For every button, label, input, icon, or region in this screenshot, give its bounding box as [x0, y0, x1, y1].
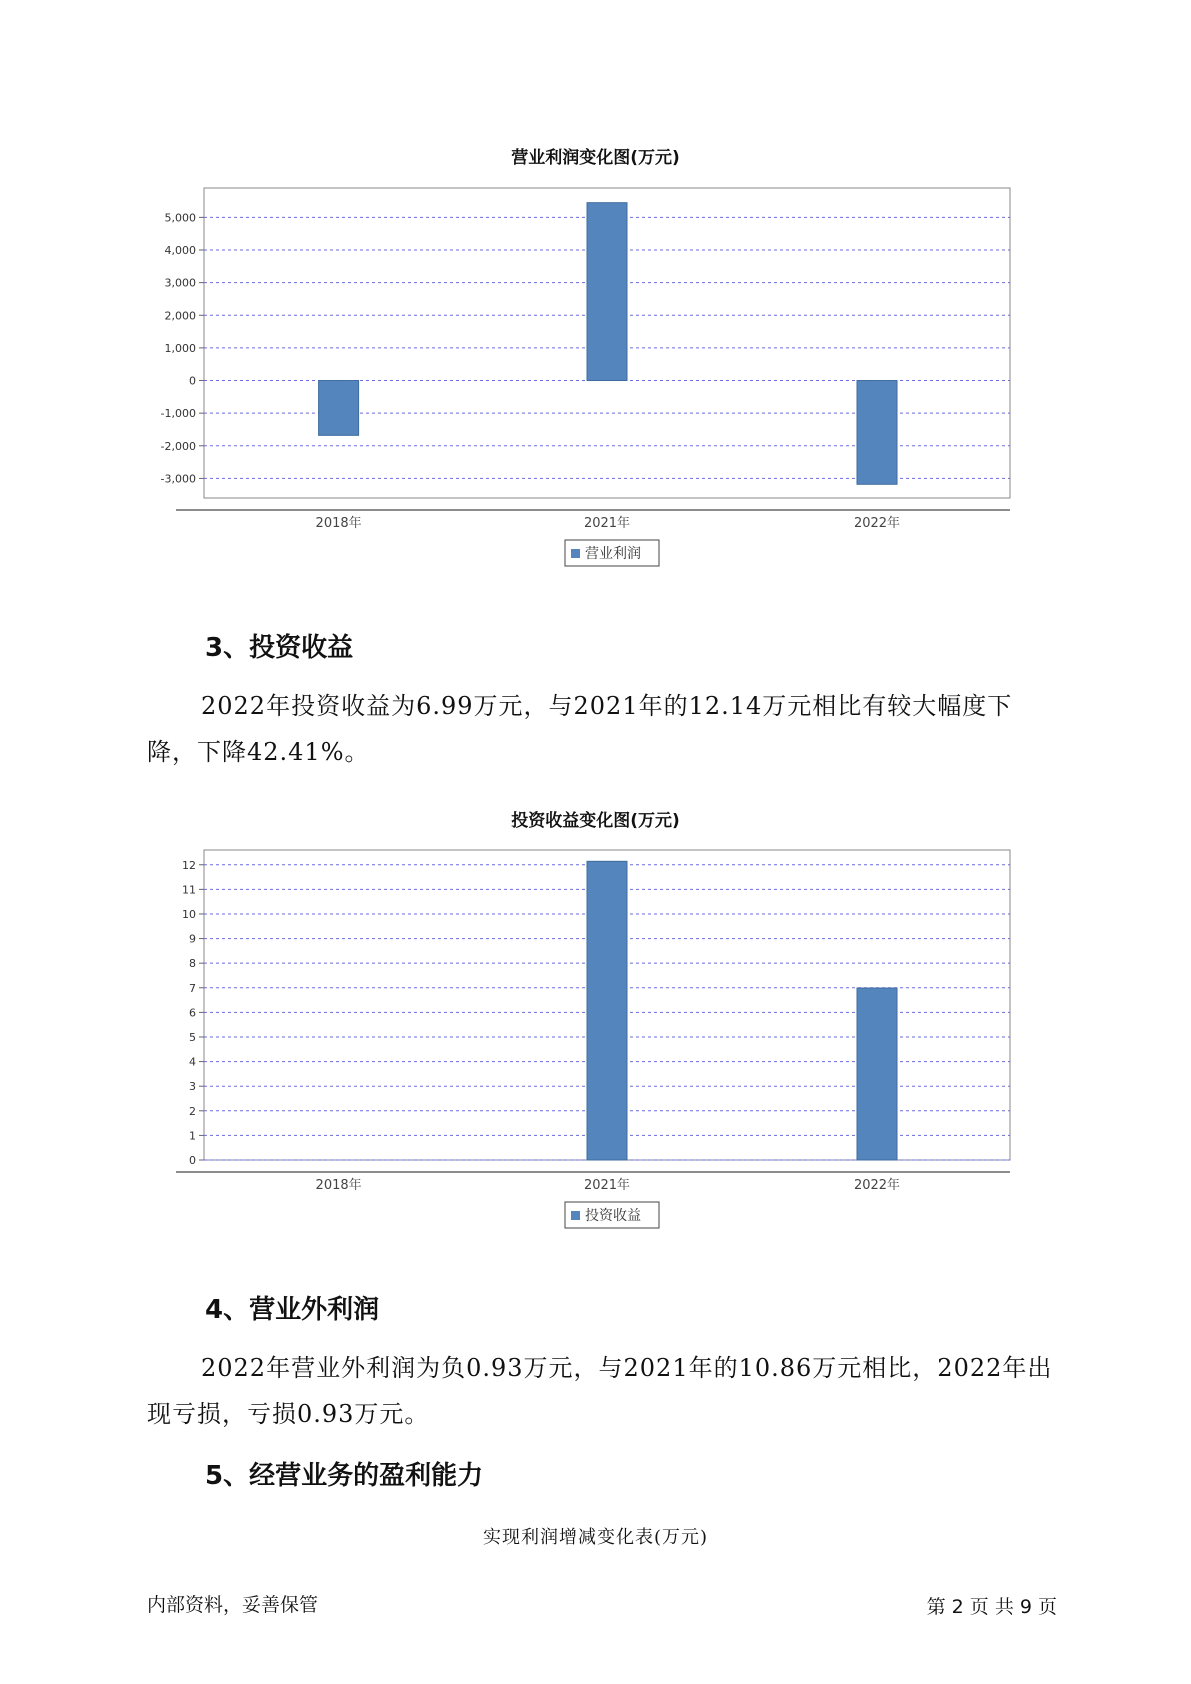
y-tick-label: 0: [189, 374, 196, 388]
legend-swatch: [571, 1211, 580, 1220]
footer-confidential-note: 内部资料，妥善保管: [147, 1594, 319, 1616]
footer-page-number: 第 2 页 共 9 页: [926, 1596, 1057, 1618]
y-tick-label: 4: [189, 1055, 196, 1069]
x-tick-label: 2022年: [853, 1178, 901, 1193]
chart-1-title: 营业利润变化图(万元): [511, 148, 680, 168]
operating-profit-chart: [150, 180, 1030, 600]
x-tick-label: 2021年: [583, 516, 631, 531]
x-tick-label: 2022年: [853, 516, 901, 531]
y-tick-label: 8: [189, 957, 196, 971]
bar-2022年: [857, 381, 897, 485]
section-4-paragraph: 2022年营业外利润为负0.93万元，与2021年的10.86万元相比，2022年出现亏损，亏损0.93万元。: [147, 1354, 1053, 1428]
y-tick-label: 3,000: [164, 276, 196, 290]
y-tick-label: 0: [189, 1154, 196, 1167]
y-tick-label: 1: [189, 1129, 196, 1143]
y-tick-label: 1,000: [164, 341, 196, 355]
y-tick-label: -3,000: [160, 472, 196, 486]
bar-2021年: [587, 203, 627, 381]
y-tick-label: 11: [182, 883, 196, 897]
investment-income-chart: [150, 842, 1030, 1262]
section-4-heading: 4、营业外利润: [205, 1295, 380, 1325]
y-tick-label: 5,000: [164, 211, 196, 225]
y-tick-label: 5: [189, 1030, 196, 1044]
section-3-paragraph: 2022年投资收益为6.99万元，与2021年的12.14万元相比有较大幅度下降，下降42.41%。: [147, 692, 1013, 766]
y-tick-label: 9: [189, 932, 196, 946]
x-tick-label: 2021年: [583, 1178, 631, 1193]
y-tick-label: 3: [189, 1080, 196, 1094]
y-tick-label: 2,000: [164, 309, 196, 323]
section-5-heading: 5、经营业务的盈利能力: [205, 1461, 484, 1491]
bar-2021年: [587, 861, 627, 1160]
y-tick-label: 12: [182, 858, 196, 872]
y-tick-label: 6: [189, 1006, 196, 1020]
y-tick-label: -2,000: [160, 439, 196, 453]
y-tick-label: 2: [189, 1104, 196, 1118]
y-tick-label: 7: [189, 981, 196, 995]
legend-label: 营业利润: [585, 546, 641, 562]
y-tick-label: 4,000: [164, 244, 196, 257]
x-tick-label: 2018年: [315, 516, 362, 531]
bar-2022年: [857, 988, 897, 1160]
x-tick-label: 2018年: [315, 1178, 362, 1193]
bar-2018年: [319, 381, 359, 436]
section-3-heading: 3、投资收益: [205, 633, 354, 663]
table-caption: 实现利润增减变化表(万元): [482, 1527, 709, 1548]
y-tick-label: -1,000: [160, 407, 196, 421]
chart-2-title: 投资收益变化图(万元): [511, 811, 680, 831]
y-tick-label: 10: [182, 907, 196, 921]
legend-label: 投资收益: [585, 1208, 641, 1224]
legend-swatch: [571, 549, 580, 558]
